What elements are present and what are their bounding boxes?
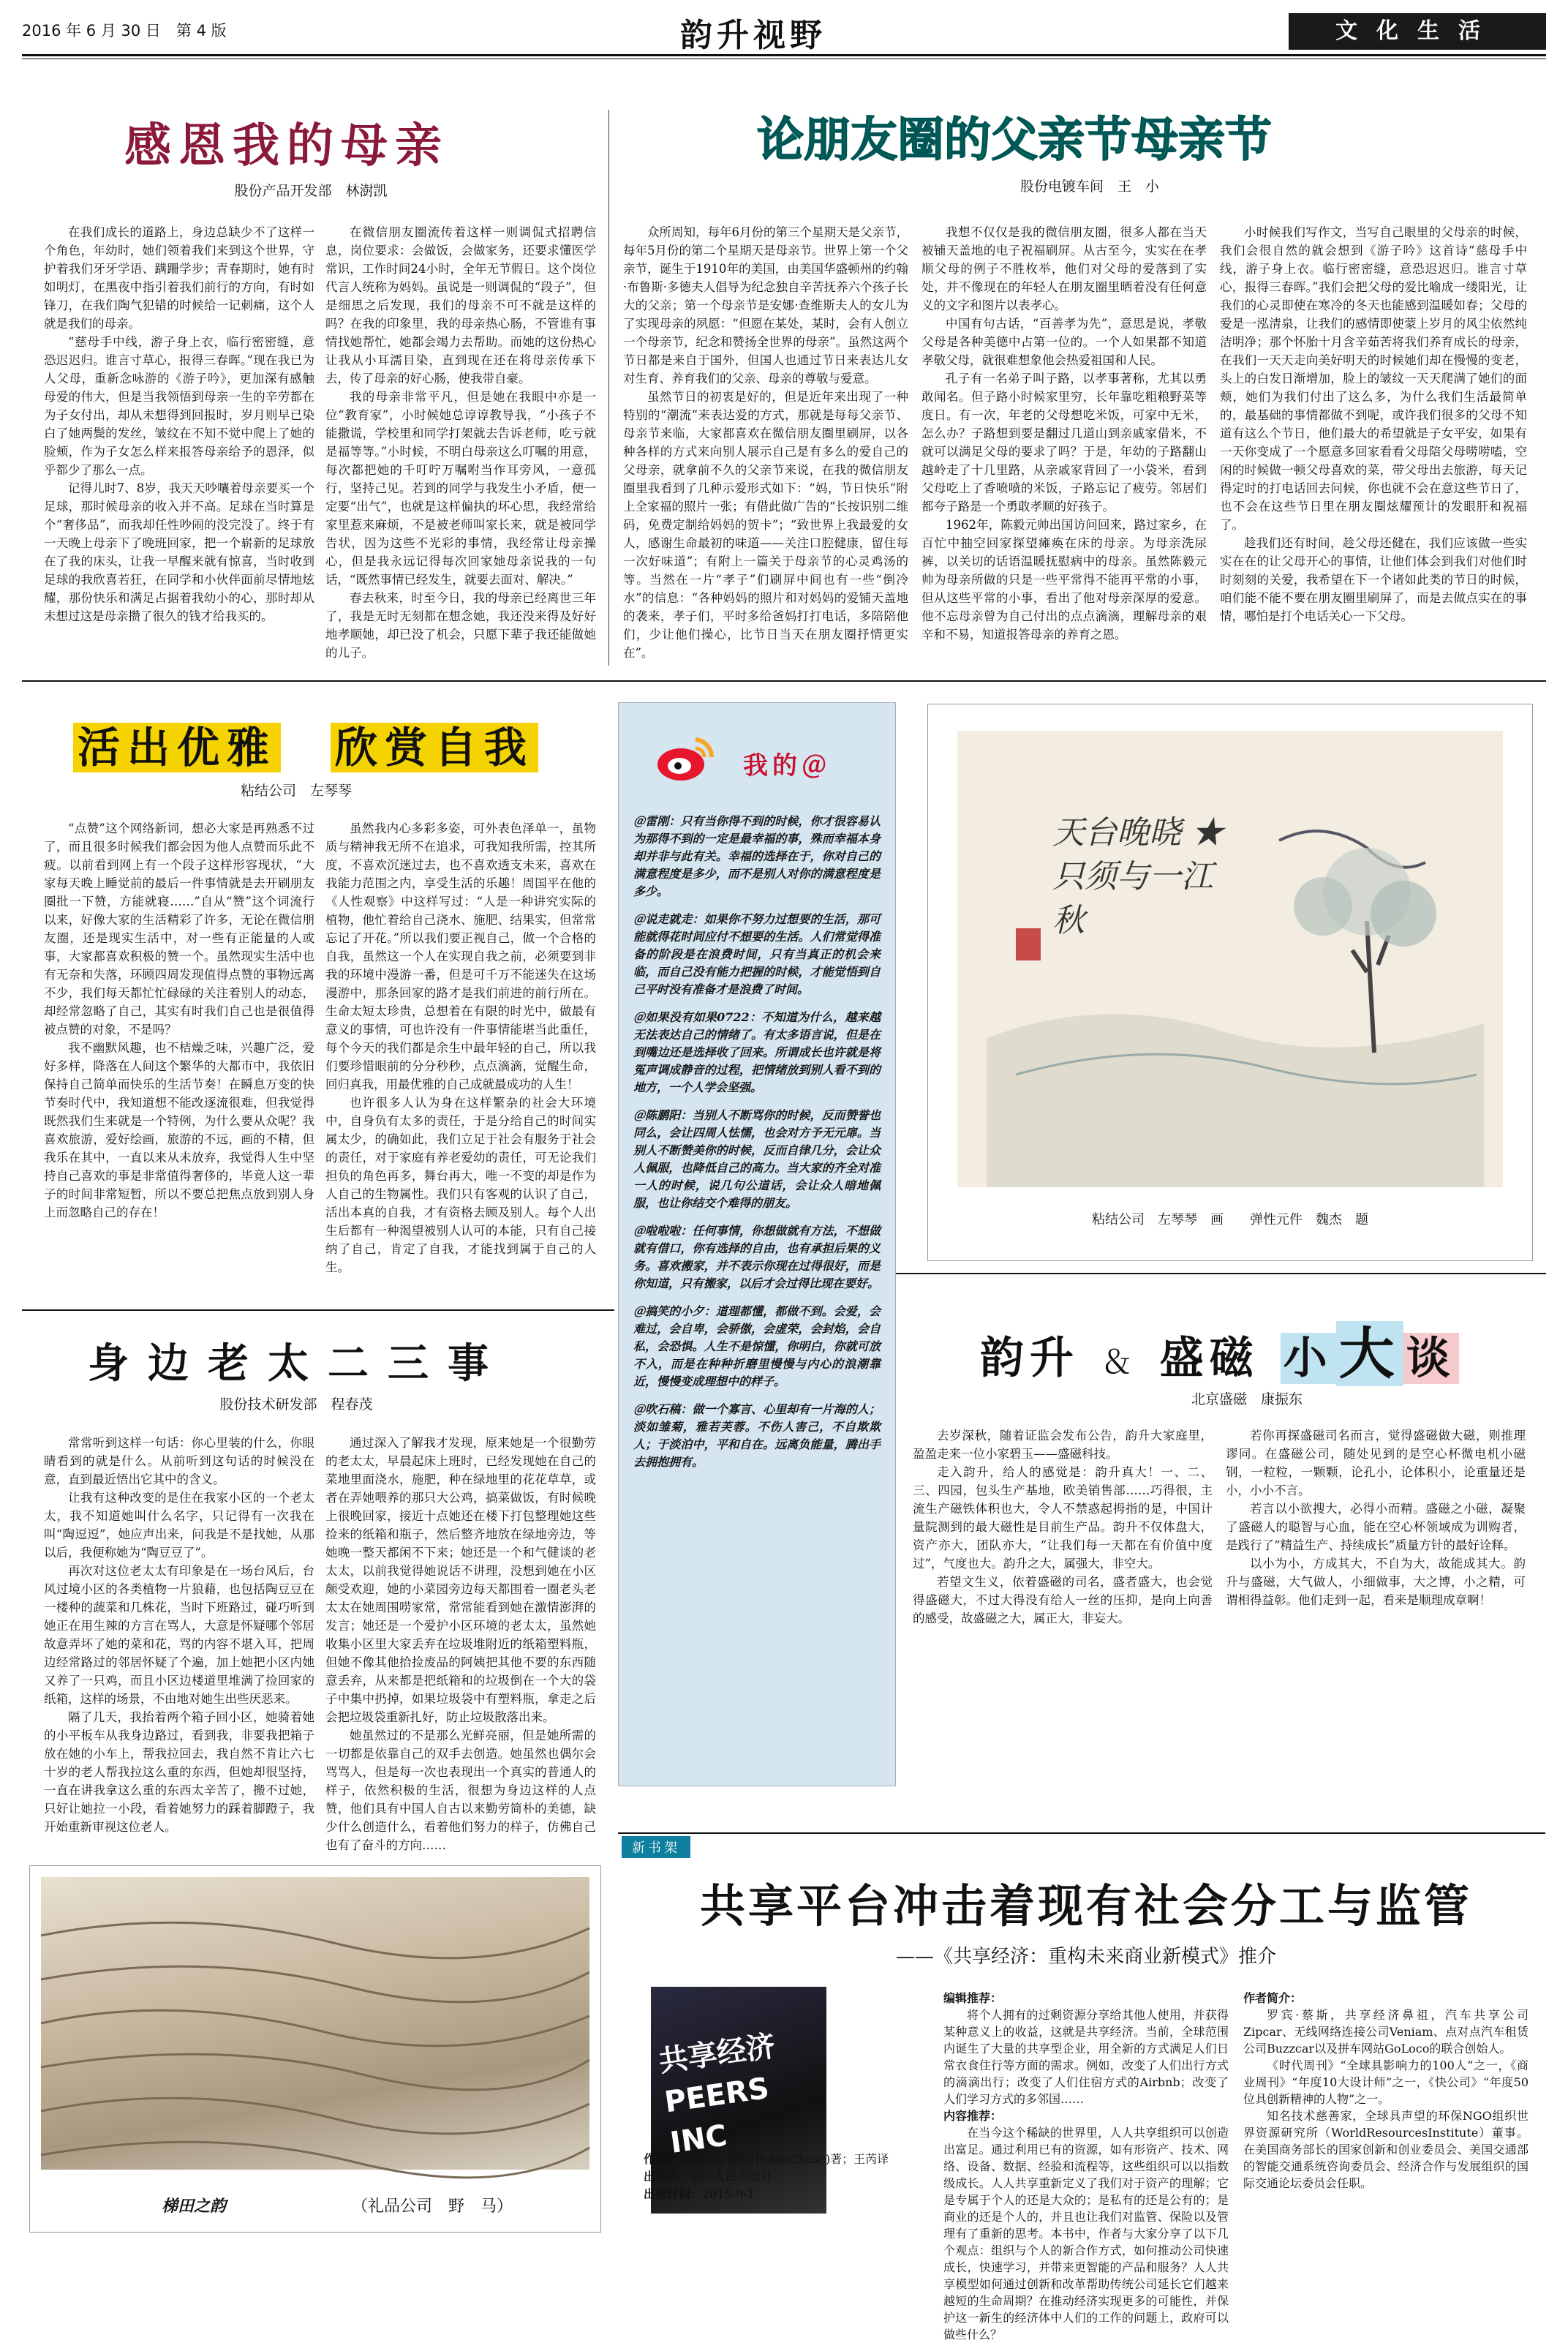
- section-rule: [896, 1273, 1546, 1274]
- article-shengci-col2: 若你再探盛磁司名而言，觉得盛磁做大磁，则推理谬同。在盛磁公司，随处见到的是空心杯微电机小磁钢，一粒粒，一颗颗，论孔小，论体积小，论重量还是小，小小不言。 若言以小欲搜大，必得小而精。盛磁之小磁，凝聚了盛磁人的聪智与心血，能在空心杯领域成为训购者，是践行了“精益生产、持续成长”质量方针的最好诠释。 以小为小，方成其大，不自为大，故能成其大。韵升与盛磁，大气做人，小细做事，大之博，小之精，可谓相得益彰。他们走到一起，看来是顺理成章啊！: [1226, 1429, 1526, 1607]
- article-festival-col3: 小时候我们写作文，当写自己眼里的父母亲的时候，我们会很自然的就会想到《游子吟》这首诗“慈母手中线，游子身上衣。临行密密缝，意恐迟迟归。谁言寸草心，报得三春晖。”我们会把父母的爱比喻成一缕阳光，让我们的心灵即使在寒冷的冬天也能感到温暖如春；父母的爱是一泓清泉，让我们的感情即使蒙上岁月的风尘依然纯洁明净；那个怀胎十月含辛茹苦将我们养育成长的母亲，在我们一天天走向美好明天的时候她们却在慢慢的变老，头上的白发日渐增加，脸上的皱纹一天天爬满了她们的面颊，她们为我们付出了这么多，为什么我们生活最简单的，最基础的事情都做不到呢，或许我们很多的父母不知道有这么个节日，他们最大的希望就是子女平安，如果有一天你变成了一个愿意多回家看看父母陪父母唠唠嗑，空闲的时候做一顿父母喜欢的菜，带父母出去旅游，每天记得定时的打电话回去问候，你也就不会在意这些节日了，也不会在这些节日里在朋友圈炫耀预计的发眼肝和祝福了。 趁我们还有时间，趁父母还健在，我们应该做一些实实在在的让父母开心的事情，让他们体会到我们对他们时时刻刻的关爱，我希望在下一个诸如此类的节日的时候，咱们能不能不要在朋友圈里刷屏了，而是去做点实在的事情，哪怕是打个电话关心一下父母。: [1220, 225, 1527, 623]
- column-divider: [608, 110, 609, 666]
- article-old-lady-byline: 股份技术研发部 程春茂: [219, 1396, 373, 1413]
- issue-date: 2016 年 6 月 30 日 第 4 版: [22, 22, 227, 40]
- article-elegant-title-part1: 活出优雅: [73, 723, 281, 772]
- weibo-quote: ＠雷刚：只有当你得不到的时候，你才很容易认为那得不到的一定是最幸福的事，殊而幸福本身却并非与此有关。幸福的选择在于，你对自己的满意程度是多少，而不是别人对你的满意程度是多少。: [633, 814, 881, 898]
- book-subheadline: ——《共享经济：重构未来商业新模式》推介: [895, 1946, 1276, 1968]
- newspaper-title: 韵升视野: [680, 17, 826, 54]
- book-recommend-col1: 编辑推荐： 将个人拥有的过剩资源分享给其他人使用，并获得某种意义上的收益，这就是共享经济。当前，全球范围内诞生了大量的共享型企业，用全新的方式满足人们日常衣食住行等方面的需求。例如，改变了人们出行方式的滴滴出行；改变了人们住宿方式的Airbnb；改变了人们学习方式的多邻国…… 内容推荐： 在当今这个稀缺的世界里，人人共享组织可以创造出富足。通过利用已有的资源，如有形资产、技术、网络、设备、数据、经验和流程等，这些组织可以以指数级成长。人人共享重新定义了我们对于资产的理解；它是专属于个人的还是大众的；是私有的还是公有的；是商业的还是个人的，并且也让我们对监管、保险以及管理有了重新的思考。本书中，作者与大家分享了以下几个观点：组织与个人的新合作方式，如何推动公司快速成长，快速学习，并带来更智能的产品和服务？人人共享模型如何通过创新和改革帮助传统公司延长它们越来越短的生命周期？在推动经济实现更多的可能性，并保护这一新生的经济体中人们的工作的问题上，政府可以做些什么？: [943, 1991, 1229, 2342]
- article-elegant-col2: 虽然我内心多彩多姿，可外表色泽单一，虽物质与精神我无所不在追求，可我知我所需，控其所度，不喜欢沉迷过去，也不喜欢透支未来，喜欢在我能力范围之内，享受生活的乐趣！周国平在他的《人性观察》中这样写过：“人是一种讲究实际的植物，他忙着给自己浇水、施肥、结果实，但常常忘记了开花。”所以我们要正视自己，做一个合格的自我，虽然这一个人在实现自我之前，必须要到非我的环境中漫游一番，但是可千万不能迷失在这场漫游中，那条回家的路才是我们前进的前行所在。生命太短太珍贵，总想着在有限的时光中，做最有意义的事情，可也许没有一件事情能堪当此重任，每个今天的我们都是余生中最年轻的自己，所以我们要珍惜眼前的分分秒秒，点点滴滴，觉醒生命，回归真我，用最优雅的自己成就最成功的人生！ 也许很多人认为身在这样繁杂的社会大环境中，自身负有太多的责任，于是分给自己的时间实属太少，的确如此，我们立足于社会有服务于社会的责任，对于家庭有养老爱幼的责任，可无论我们担负的角色再多，舞台再大，唯一不变的却是作为人自己的生物属性。我们只有客观的认识了自己，活出本真的自我，才有资格去顾及别人。每个人出生后都有一种渴望被别人认可的本能，只有自己接纳了自己，肯定了自我，才能找到属于自己的人生。: [325, 821, 596, 1274]
- book-meta: 作者：[美]罗宾·蔡斯(RobinChase)著；王芮译 出版社：浙江人民出版社 出版时间：2015-9-1: [644, 2152, 889, 2201]
- weibo-quote: ＠搞笑的小夕：道理都懂，都做不到。会爱，会难过，会自卑，会骄傲，会虚荣，会封焰，会自私，会恐惧。人生不是惊懂，你明白，你就可放不入，而是在种种折磨里慢慢与内心的浪潮靠近，慢慢变成理想中的样子。: [633, 1304, 881, 1388]
- weibo-quotes-box: [618, 702, 896, 1786]
- article-old-lady-col1: 常常听到这样一句话：你心里装的什么，你眼睛看到的就是什么。从前听到这句话的时候没在意，直到最近悟出它其中的含义。 让我有这种改变的是住在我家小区的一个老太太，我不知道她叫什么名字，只记得有一次我在叫“陶逗逗”，她应声出来，问我是不是找她，从那以后，我便称她为“陶豆豆了”。 再次对这位老太太有印象是在一场台风后，台风过境小区的各类植物一片狼藉，也包括陶豆豆在一楼种的蔬菜和几株花，当时下班路过，碰巧听到她正在用生辣的方言在骂人，大意是怀疑哪个邻居故意弄坏了她的菜和花，骂的内容不堪入耳，把周边经常路过的邻居怀疑了个遍，加上她把小区内她又养了一只鸡，而且小区边楼道里堆满了捡回家的纸箱，这样的场景，不由地对她生出些厌恶来。 隔了几天，我抬着两个箱子回小区，她骑着她的小平板车从我身边路过，看到我，非要我把箱子放在她的小车上，帮我拉回去，我自然不肯让六七十岁的老人帮我拉这么重的东西，但她却很坚持，一直在讲我拿这么重的东西太辛苦了，搬不过她，只好让她拉一小段，看着她努力的踩着脚蹬子，我开始重新审视这位老人。: [44, 1436, 314, 1834]
- title-part-shengci: 盛磁: [1159, 1333, 1259, 1384]
- article-festival-col2: 我想不仅仅是我的微信朋友圈，很多人都在当天被铺天盖地的电子祝福刷屏。从古至今，实实在在孝顺父母的例子不胜枚举，他们对父母的爱落到了实处，并不像现在的年轻人在朋友圈里晒着没有任何意义的文字和图片以表孝心。 中国有句古话，“百善孝为先”，意思是说，孝敬父母是各种美德中占第一位的。一个人如果都不知道孝敬父母，就很难想象他会热爱祖国和人民。 孔子有一名弟子叫子路，以孝事著称，尤其以勇敢闻名。但子路小时候家里穷，长年靠吃粗粮野菜等度日。有一次，年老的父母想吃米饭，可家中无米，怎么办？子路想到要是翻过几道山到亲戚家借米，不就可以满足父母的要求了吗？于是，年幼的子路翻山越岭走了十几里路，从亲戚家背回了一小袋米，看到父母吃上了香喷喷的米饭，子路忘记了疲劳。邻居们都夸子路是一个勇敢孝顺的好孩子。 1962年，陈毅元帅出国访问回来，路过家乡，在百忙中抽空回家探望瘫痪在床的母亲。为母亲洗尿裤，以关切的话语温暖抚慰病中的母亲。虽然陈毅元帅为母亲所做的只是一些平常得不能再平常的小事，但从这些平常的小事，看出了他对母亲深厚的爱意。他不忘母亲曾为自己付出的点点滴滴，理解母亲的艰辛和不易，知道报答母亲的养育之恩。: [921, 225, 1207, 642]
- book-recommend-col2: 作者简介： 罗宾·蔡斯，共享经济鼻祖，汽车共享公司Zipcar、无线网络连接公司Veniam、点对点汽车租赁公司Buzzcar以及拼车网站GoLoco的联合创始人。 《时代周刊》“全球具影响力的100人”之一，《商业周刊》“年度10大设计师”之一，《快公司》“年度50位具创新精神的人物”之一。 知名技术慈善家，全球具声望的环保NGO组织世界资源研究所（WorldResourcesInstitute）董事。在美国商务部长的国家创新和创业委员会、美国交通部的智能交通系统咨询委员会、经济合作与发展组织的国际交通论坛委员会任职。: [1243, 1991, 1529, 2190]
- article-festival-byline: 股份电镀车间 王 小: [1019, 178, 1159, 195]
- terrace-credit: （礼品公司 野 马）: [352, 2197, 513, 2216]
- article-shengci-title: [980, 1309, 1459, 1389]
- weibo-quote: ＠啦啦啦：任何事情，你想做就有方法，不想做就有借口，你有选择的自由，也有承担后果的义务。喜欢搬家，并不表示你现在过得很好，而是你知道，只有搬家，以后才会过得比现在要好。: [633, 1224, 881, 1290]
- section-rule: [22, 1309, 614, 1311]
- terrace-photo: [41, 1877, 589, 2170]
- section-label: 文化生活: [1289, 13, 1546, 50]
- article-elegant-col1: “点赞”这个网络新词，想必大家是再熟悉不过了，而且很多时候我们都会因为他人点赞而乐此不疲。以前看到网上有一个段子这样形容现状，“大家每天晚上睡觉前的最后一件事情就是去开刷朋友圈批一下赞，方能就寝……”自从“赞”这个词流行以来，好像大家的生活精彩了许多，无论在微信朋友圈，还是现实生活中，对一些有正能量的人或事，大家都喜欢积极的赞一个。虽然现实生活中也有无奈和失落，环顾四周发现值得点赞的事物远离不少，我们每天都忙忙碌碌的关注着别人的动态，却经常忽略了自己，其实有时我们自己也是很值得被点赞的对象，不是吗？ 我不幽默风趣，也不桔燥乏味，兴趣广泛，爱好多样，降落在人间这个繁华的大都市中，我依旧保持自己简单而快乐的生活节奏！在瞬息万变的快节奏时代中，我知道想不能改逐流很难，但我觉得既然我们生来就是一个特例，为什么要从众呢？我喜欢旅游，爱好绘画，旅游的不远，画的不精，但我乐在其中，一直以来从未放弃，我觉得人生中坚持自己喜欢的事是非常值得奢侈的，毕竟人这一辈子的时间非常短暂，所以不要总把焦点放到别人身上而忽略自己的存在！: [44, 821, 314, 1219]
- painting-calligraphy: 天台晚晓 ★ 只须与一江秋: [1052, 814, 1224, 939]
- title-part-big: 大: [1336, 1321, 1403, 1386]
- weibo-quote: ＠吹石稿：做一个寡言、心里却有一片海的人；淡如雏菊，雅若芙蓉。不伤人害己，不自欺欺人；于淡泊中，平和自在。远离负能量，腾出手去拥抱拥有。: [633, 1402, 881, 1469]
- article-old-lady-col2: 通过深入了解我才发现，原来她是一个很勤劳的老太太，早晨起床上班时，已经发现她在自己的菜地里面浇水，施肥，种在绿地里的花花草草，或者在弄她喂养的那只大公鸡，搞菜做饭，有时候晚上很晚回家，接近十点她还在楼下打包整理她这些捡来的纸箱和瓶子，然后整齐地放在绿地旁边，等她晚一整天都闲不下来；她还是一个和气健谈的老太太，以前我觉得她说话不讲理，没想到她在小区颇受欢迎，她的小菜园旁边每天都围着一圈老头老太太在她周围唠家常，常常能看到她在激情澎湃的发言；她还是一个爱护小区环境的老太太，虽然她收集小区里大家丢弃在垃圾堆附近的纸箱塑料瓶，但她不像其他拾捡废品的阿姨把其他不要的东西随意丢弃，从来都是把纸箱和的垃圾倒在一个大的袋子中集中扔掉，如果垃圾袋中有塑料瓶，拿走之后会把垃圾袋重新扎好，防止垃圾散落出来。 她虽然过的不是那么光鲜亮丽，但是她所需的一切都是依靠自己的双手去创造。她虽然也偶尔会骂骂人，但是每一次也表现出一个真实的普通人的样子，依然积极的生活，很想为身边这样的人点赞，他们具有中国人自古以来勤劳简朴的美德，缺少什么创造什么，看着他们努力的样子，仿佛自己也有了奋斗的方向……: [325, 1436, 596, 1852]
- article-mother-byline: 股份产品开发部 林澍凯: [234, 183, 388, 199]
- title-part-yunsheng: 韵升: [980, 1333, 1079, 1384]
- book-cover-title: 共享经济 PEERS INC: [657, 2029, 777, 2160]
- ink-painting: [957, 731, 1503, 1187]
- weibo-quote: ＠说走就走：如果你不努力过想要的生活，那可能就得花时间应付不想要的生活。人们常觉得准备的阶段是在浪费时间，只有当真正的机会来临，而自己没有能力把握的时候，才能觉悟到自己平时没有准备才是浪费了时间。: [633, 912, 881, 996]
- painting-caption: 粘结公司 左琴琴 画 弹性元件 魏杰 题: [1092, 1212, 1368, 1227]
- painting-frame: [927, 704, 1533, 1261]
- weibo-title: 我的＠: [743, 751, 831, 781]
- article-mother-title: 感恩我的母亲: [124, 119, 449, 173]
- book-headline: 共享平台冲击着现有社会分工与监管: [699, 1879, 1472, 1933]
- article-shengci-byline: 北京盛磁 康振东: [1191, 1391, 1303, 1407]
- weibo-quote: ＠陈鹏阳：当别人不断骂你的时候，反而赞誉也同么，会让四周人怯懦，也会对方予无元扉。当别人不断赞美你的时候，反而自律几分，会让众人佩服，也降低自己的高力。当大家的齐全对准一人的时候，说几句公道话，会让众人暗地佩服，也让你结交个难得的朋友。: [633, 1108, 881, 1210]
- section-rule: [22, 680, 1546, 682]
- article-festival-col1: 众所周知，每年6月份的第三个星期天是父亲节，每年5月份的第二个星期天是母亲节。世界上第一个父亲节，诞生于1910年的美国，由美国华盛顿州的约翰·布鲁斯·多德夫人倡导为纪念独自辛苦抚养六个孩子长大的父亲；第一个母亲节是安娜·查维斯夫人的女儿为了实现母亲的夙愿：“但愿在某处，某时，会有人创立一个母亲节，纪念和赞扬全世界的母亲”。虽然这两个节日都是来自于国外，但国人也通过节日来表达儿女对生育、养育我们的父亲、母亲的尊敬与爱意。 虽然节日的初衷是好的，但是近年来出现了一种特别的“潮流”来表达爱的方式，那就是每每父亲节、母亲节来临，大家都喜欢在微信朋友圈里刷屏，以各种各样的方式来向别人展示自己是有多么的爱自己的父母亲，就拿前不久的父亲节来说，在我的微信朋友圈里我看到了几种示爱形式如下：“妈，节日快乐”附上全家福的照片一张；有借此做广告的“长按识别二维码，免费定制给妈妈的贺卡”；“致世界上我最爱的女人，感谢生命最初的味道——关注口腔健康，留住每一次好味道”；有附上一篇关于母亲节的心灵鸡汤的等。当然在一片“孝子”们刷屏中间也有一些“倒冷水”的信息：“各种妈妈的照片和对妈妈的爱铺天盖地的袭来，孝子们，平时多给爸妈打打电话，多陪陪他们，少让他们操心，比节日当天在朋友圈抒情更实在”。: [623, 225, 908, 660]
- article-festival-title: 论朋友圈的父亲节母亲节: [757, 113, 1272, 168]
- article-mother-col2: 在微信朋友圈流传着这样一则调侃式招聘信息，岗位要求：会做饭，会做家务，还要求懂医学常识，工作时间24小时，全年无节假日。这个岗位代言人统称为妈妈。虽说是一则调侃的“段子”，但是细思之后发现，我们的母亲不可不就是这样的吗？在我的印象里，我的母亲热心肠，不管谁有事情找她帮忙，她都会竭力去帮助。而她的这份热心让我从小耳濡目染，直到现在还在将母亲传承下去，传了母亲的好心肠，使我带自豪。 我的母亲非常平凡，但是她在我眼中亦是一位“教育家”，小时候她总谆谆教导我，“小孩子不能撒谎，学校里和同学打架就去告诉老师，吃亏就是福等等。”小时候，不明白母亲这么叮嘱的用意，每次都把她的千叮咛万嘱咐当作耳旁风，一意孤行，坚持己见。若到的同学与我发生小矛盾，便一定要“出气”，也就是这样偏执的坏心思，我经常给家里惹来麻烦，不是被老师叫家长来，就是被同学告状，因为这些不光彩的事情，我经常让母亲操心，但是我永远记得每次回家她母亲说我的一句话，“既然事情已经发生，就要去面对、解决。” 春去秋来，时至今日，我的母亲已经离世三年了，我是无时无刻都在想念她，我还没来得及好好地孝顺她，却已没了机会，只愿下辈子我还能做她的儿子。: [325, 225, 596, 660]
- terrace-photo-frame: [29, 1865, 601, 2233]
- weibo-header: [619, 703, 895, 813]
- article-old-lady-title: 身边老太二三事: [88, 1339, 508, 1388]
- weibo-quote: ＠如果没有如果0722：不知道为什么，越来越无法表达自己的情绪了。有太多语言说，但是在到嘴边还是选择收了回来。所谓成长也许就是将冤声调成静音的过程，把情绪放到别人看不到的地方，一个人学会坚强。: [633, 1010, 881, 1094]
- terrace-caption: 梯田之韵: [162, 2197, 227, 2216]
- title-part-talk: 谈: [1403, 1333, 1459, 1384]
- article-shengci-col1: 去岁深秋，随着证监会发布公告，韵升大家庭里，盈盈走来一位小家碧玉——盛磁科技。 走入韵升，给人的感觉是：韵升真大！一、二、三、四园，包头生产基地，欧美销售部……巧得很，主流生产磁铁体积也大，令人不禁惑起拇指的是，中国计量院测到的最大磁性是目前生产品。韵升不仅体盘大，资产亦大，团队亦大，“让我们每一天都在有价值中度过”，气度也大。韵升之大，属强大，非空大。 若望文生义，依着盛磁的司名，盛者盛大，也会觉得盛磁大，不过大得没有给人一丝的压抑，是向上向善的感受，故盛磁之大，属正大，非妄大。: [913, 1429, 1213, 1625]
- header-rule: [22, 54, 1546, 56]
- article-elegant-title: [73, 713, 538, 775]
- new-book-tag: 新书架: [622, 1836, 690, 1858]
- article-elegant-byline: 粘结公司 左琴琴: [240, 783, 352, 799]
- title-part-small: 小: [1281, 1333, 1336, 1384]
- article-elegant-title-part2: 欣赏自我: [331, 723, 538, 772]
- article-mother-col1: 在我们成长的道路上，身边总缺少不了这样一个角色，年幼时，她们领着我们来到这个世界，守护着我们牙牙学语、蹒跚学步；青春期时，她有时如明灯，在黑夜中指引着我们前行的方向，有时如锋刀，在我们陶气犯错的时候给一记刺痛，这个人就是我们的母亲。 “慈母手中线，游子身上衣，临行密密缝，意恐迟迟归。谁言寸草心，报得三春晖。”现在我已为人父母，重新念咏游的《游子吟》，更加深有感触母爱的伟大，但是当我领悟到母亲一生的辛劳都在为子女付出，却从未想得到回报时，岁月则早已染白了她两鬓的发丝，皱纹在不知不觉中爬上了她的脸颊，作为子女怎么样来报答母亲给予的恩泽，似乎都少了那么一点。 记得儿时7、8岁，我天天吵嚷着母亲要买一个足球，那时候母亲的收入并不高。足球在当时算是个“奢侈品”，而我却任性吵闹的没完没了。终于有一天晚上母亲下了晚班回家，把一个崭新的足球放在了我的床头，让我一早醒来就有惊喜，当时收到足球的我欣喜若狂，在同学和小伙伴面前尽情地炫耀，那份快乐和满足占据着我幼小的心，那时却从未想过这是母亲攒了很久的钱才给我买的。: [44, 225, 314, 623]
- weibo-logo-icon: [652, 732, 717, 783]
- title-part-amp: ＆: [1100, 1344, 1139, 1381]
